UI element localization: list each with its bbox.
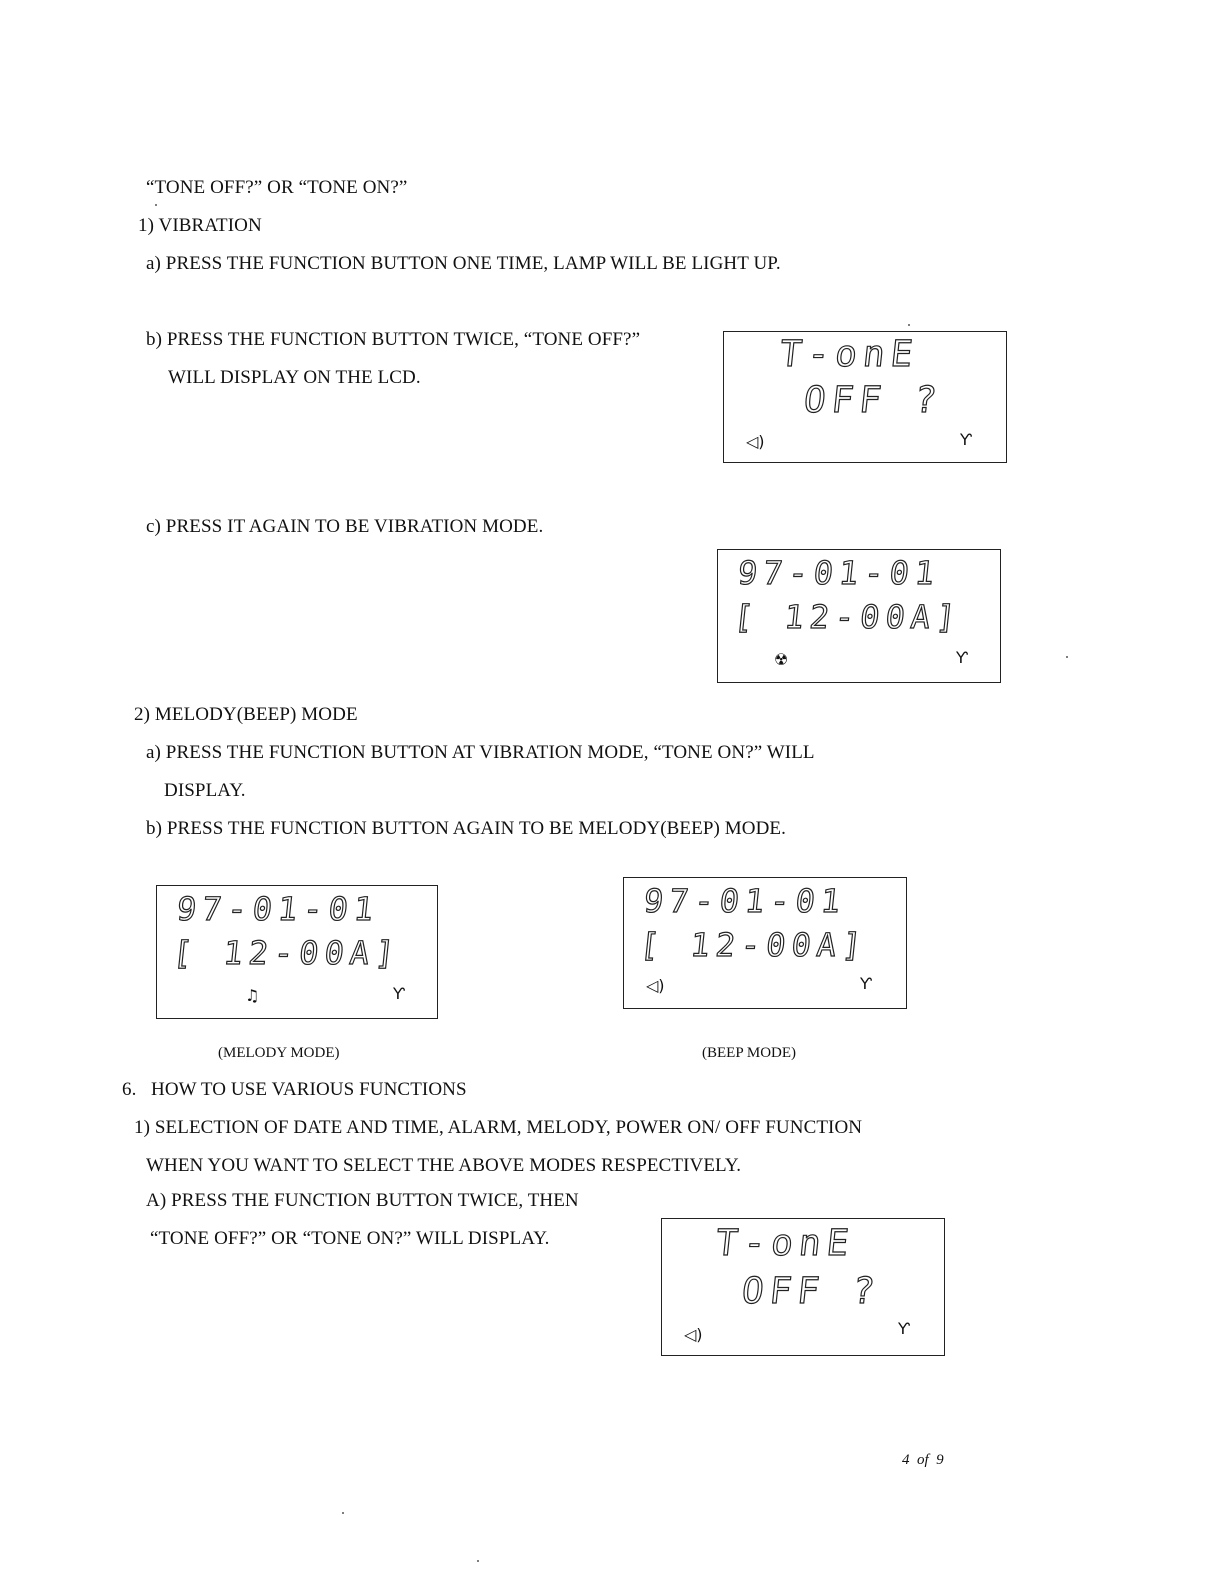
vibration-step-a: a) PRESS THE FUNCTION BUTTON ONE TIME, LAMP WILL BE LIGHT UP. (146, 253, 781, 274)
lcd-line-2: OFF ? (739, 1271, 883, 1312)
section6-item1-line1: 1) SELECTION OF DATE AND TIME, ALARM, MELODY, POWER ON/ OFF FUNCTION (134, 1117, 863, 1138)
lcd-line-1: 97-01-01 (642, 882, 849, 920)
vibration-icon: ☢ (774, 650, 789, 669)
lcd-line-1: T-onE (713, 1223, 857, 1264)
heading: “TONE OFF?” OR “TONE ON?” (146, 177, 408, 198)
section6-title: 6. HOW TO USE VARIOUS FUNCTIONS (122, 1079, 467, 1100)
antenna-icon: Ƴ (956, 648, 968, 667)
lcd-line-1: 97-01-01 (175, 890, 382, 928)
vibration-step-c: c) PRESS IT AGAIN TO BE VIBRATION MODE. (146, 516, 544, 537)
antenna-icon: Ƴ (860, 974, 872, 993)
speaker-icon: ◁) (746, 432, 765, 451)
melody-note-icon: ♫ (245, 986, 260, 1005)
page-number: 4 of 9 (902, 1452, 944, 1468)
scan-speck (155, 204, 157, 206)
lcd-tone-off-2 (661, 1218, 945, 1356)
melody-title: 2) MELODY(BEEP) MODE (134, 704, 358, 725)
scan-speck (342, 1512, 344, 1514)
lcd-tone-off-1 (723, 331, 1007, 463)
antenna-icon: Ƴ (898, 1319, 910, 1338)
lcd-vibration-mode (717, 549, 1001, 683)
melody-step-a-line1: a) PRESS THE FUNCTION BUTTON AT VIBRATION MODE, “TONE ON?” WILL (146, 742, 815, 763)
lcd-line-2: OFF ? (801, 380, 945, 421)
lcd-line-1: 97-01-01 (736, 554, 943, 592)
lcd-beep-mode (623, 877, 907, 1009)
vibration-step-b-line2: WILL DISPLAY ON THE LCD. (168, 367, 421, 388)
melody-step-b: b) PRESS THE FUNCTION BUTTON AGAIN TO BE MELODY(BEEP) MODE. (146, 818, 786, 839)
section6-step-a-line1: A) PRESS THE FUNCTION BUTTON TWICE, THEN (146, 1190, 579, 1211)
lcd-line-2: [ 12-00A] (638, 926, 870, 964)
lcd-line-2: [ 12-00A] (732, 598, 964, 636)
scan-speck (1066, 656, 1068, 658)
caption-melody-mode: (MELODY MODE) (218, 1045, 340, 1061)
speaker-icon: ◁) (646, 976, 665, 995)
lcd-melody-mode (156, 885, 438, 1019)
scan-speck (477, 1560, 479, 1562)
vibration-title: 1) VIBRATION (138, 215, 262, 236)
melody-step-a-line2: DISPLAY. (164, 780, 246, 801)
antenna-icon: Ƴ (393, 984, 405, 1003)
vibration-step-b-line1: b) PRESS THE FUNCTION BUTTON TWICE, “TONE OFF?” (146, 329, 641, 350)
caption-beep-mode: (BEEP MODE) (702, 1045, 797, 1061)
section6-item1-line2: WHEN YOU WANT TO SELECT THE ABOVE MODES RESPECTIVELY. (146, 1155, 742, 1176)
lcd-line-1: T-onE (777, 334, 921, 375)
antenna-icon: Ƴ (960, 430, 972, 449)
section6-step-a-line2: “TONE OFF?” OR “TONE ON?” WILL DISPLAY. (150, 1228, 550, 1249)
speaker-icon: ◁) (684, 1325, 703, 1344)
lcd-line-2: [ 12-00A] (171, 934, 403, 972)
scan-speck (908, 324, 910, 326)
